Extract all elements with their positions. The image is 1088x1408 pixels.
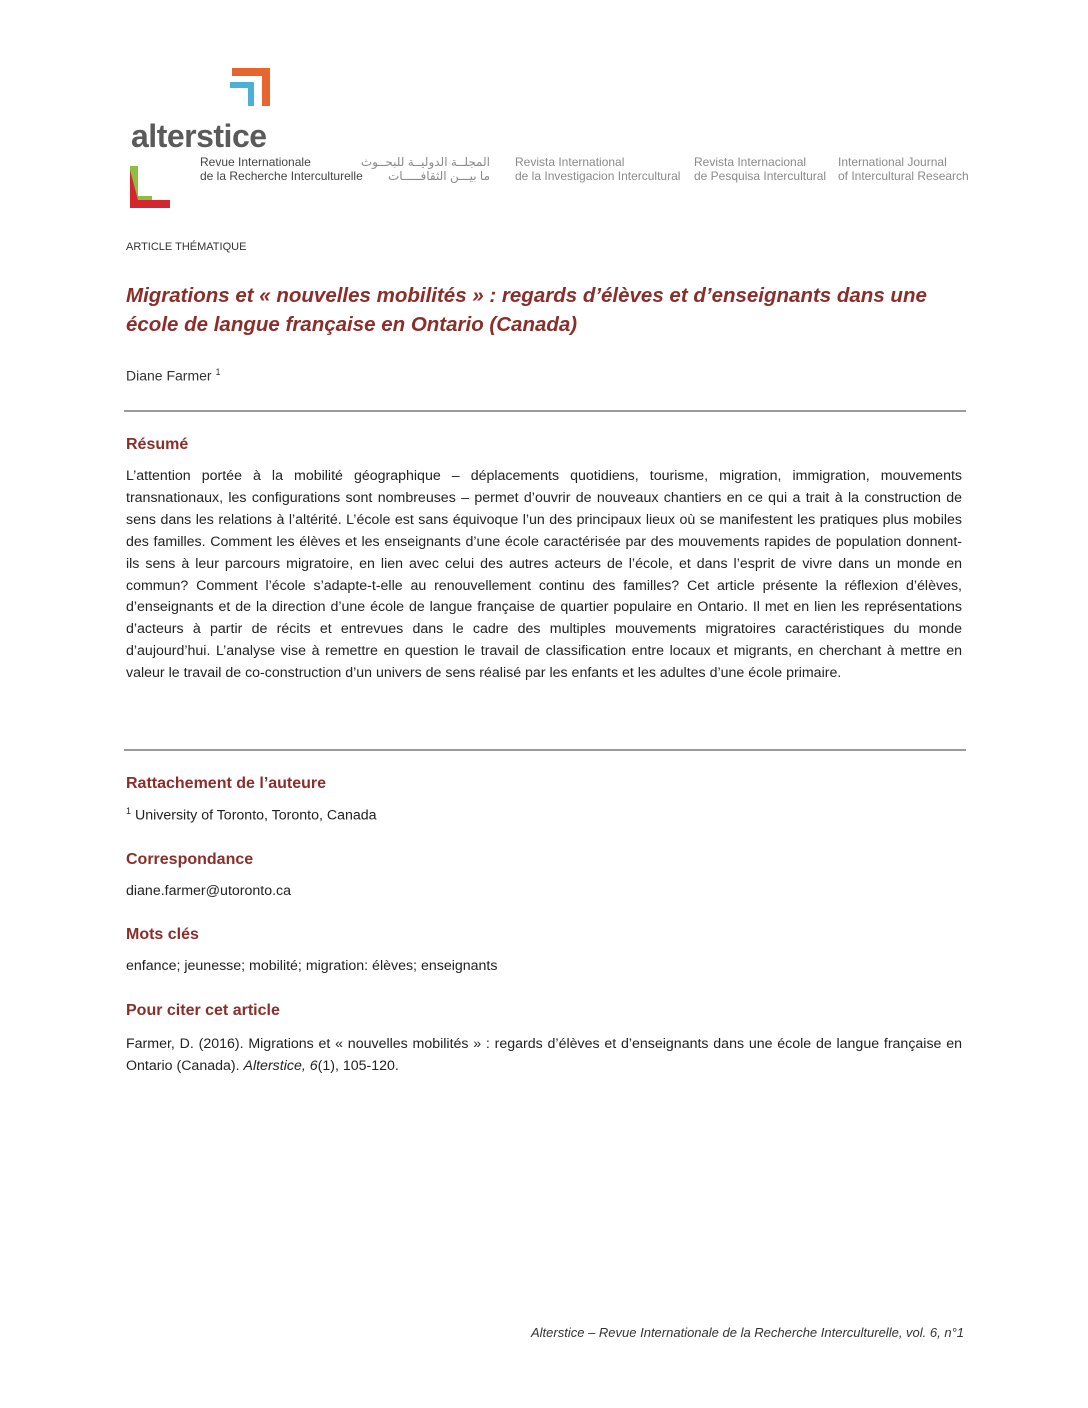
journal-name-es: Revista International de la Investigacion Intercultural bbox=[515, 155, 681, 183]
divider-top bbox=[124, 410, 966, 412]
correspondence-heading: Correspondance bbox=[126, 851, 254, 868]
keywords-heading: Mots clés bbox=[126, 926, 199, 943]
journal-name-en: International Journal of Intercultural Research bbox=[838, 155, 969, 183]
affiliation-line bbox=[126, 806, 377, 824]
correspondence-email[interactable]: diane.farmer@utoronto.ca bbox=[126, 883, 292, 899]
abstract-heading: Résumé bbox=[126, 436, 189, 453]
journal-name-pt: Revista Internacional de Pesquisa Intercultural bbox=[694, 155, 827, 183]
citation-text bbox=[126, 1034, 962, 1078]
author-footnote-marker: 1 bbox=[215, 367, 221, 377]
affiliation-text: University of Toronto, Toronto, Canada bbox=[134, 807, 377, 824]
abstract-text: L’attention portée à la mobilité géographique – déplacements quotidiens, tourisme, migration, immigration, mouvements transnationaux, les configurations sont nombreuses – permet d’ouvrir de nouveaux chantiers en ce qui a trait à la construction de sens dans les relations à l’altérité. L’école est sans équivoque l’un des principaux lieux où se manifestent les pratiques plus mobiles des familles. Comment les élèves et les enseignants d’une école caractérisée par des mouvements rapides de population donnent-ils sens à leur parcours migratoire, en lien avec celui des autres acteurs de l’école, et dans l’esprit de vivre dans un monde en commun? Comment l’école s’adapte-t-elle au renouvellement continu des familles? Cet article présente la réflexion d’élèves, d’enseignants et de la direction d’une école de langue française de quartier populaire en Ontario. Il met en lien les représentations d’acteurs à partir de récits et entrevues dans le cadre des multiples mouvements migratoires caractéristiques du monde d’aujourd’hui. L’analyse vise à remettre en question le travail de classification entre locaux et migrants, en cherchant à mettre en valeur le travail de co-construction d’un univers de sens réalisé par les enfants et les adultes d’une école primaire. bbox=[126, 468, 962, 682]
article-title: Migrations et « nouvelles mobilités » : regards d’élèves et d’enseignants dans une école de langue française en Ontario (Canada) bbox=[126, 284, 927, 336]
logo-mark-bottom-icon bbox=[130, 166, 170, 208]
keywords-text: enfance; jeunesse; mobilité; migration: élèves; enseignants bbox=[126, 958, 498, 974]
journal-name-fr: Revue Internationale de la Recherche Interculturelle bbox=[200, 155, 363, 183]
journal-name-ar: المجلــة الدوليــة للبحــوث ما بيـــن الثقافـــــات bbox=[360, 155, 490, 183]
page-footer: Alterstice – Revue Internationale de la Recherche Interculturelle, vol. 6, n°1 bbox=[531, 1325, 964, 1340]
author-name: Diane Farmer bbox=[126, 367, 212, 384]
logo-wordmark: alterstice bbox=[131, 118, 267, 154]
citation-post: (1), 105-120. bbox=[317, 1057, 399, 1074]
logo-mark-top-icon bbox=[228, 68, 270, 108]
affiliation-heading: Rattachement de l’auteure bbox=[126, 775, 327, 792]
article-type-label: ARTICLE THÉMATIQUE bbox=[126, 241, 247, 253]
citation-journal: Alterstice, 6 bbox=[243, 1057, 318, 1074]
affiliation-footnote-marker: 1 bbox=[126, 806, 132, 816]
citation-heading: Pour citer cet article bbox=[126, 1002, 280, 1019]
author-line bbox=[126, 367, 221, 384]
divider-bottom bbox=[124, 749, 966, 751]
citation-pre: Farmer, D. (2016). Migrations et « nouvelles mobilités » : regards d’élèves et d’enseignants dans une école de langue française en Ontario (Canada). bbox=[126, 1036, 962, 1074]
